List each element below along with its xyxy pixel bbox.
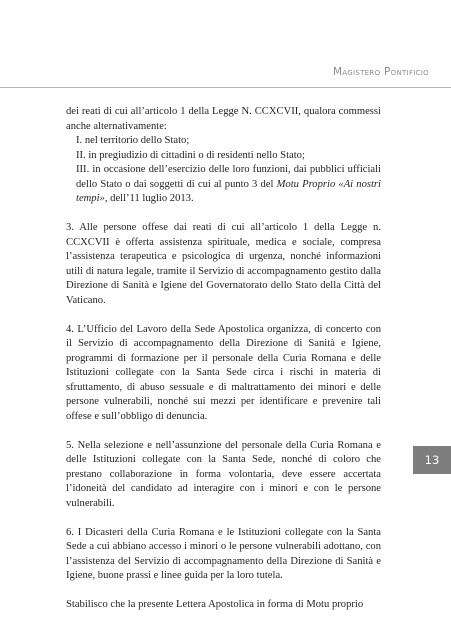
list-item-3 <box>66 163 381 207</box>
paragraph-3: 3. Alle persone offese dai reati di cui all’articolo 1 della Legge n. CCXCVII è offerta assistenza spirituale, medica e sociale, compresa l’assistenza terapeutica e psicologica di urgenza, nonché informazioni utili di natura legale, tramite il Servizio di accompagnamento gestito dalla Direzione di Sanità e Igiene del Governatorato dello Stato della Città del Vaticano. <box>66 222 381 306</box>
header-divider <box>0 87 451 88</box>
paragraph-5: 5. Nella selezione e nell’assunzione del personale della Curia Romana e delle Istituzioni collegate con la Santa Sede, nonché di coloro che prestano collaborazione in forma volontaria, deve essere accertata l’idoneità del candidato ad interagire con i minori e con le persone vulnerabili. <box>66 439 381 509</box>
running-header-title: Magistero Pontificio <box>332 66 429 78</box>
intro-block <box>66 105 381 207</box>
paragraph-6: 6. I Dicasteri della Curia Romana e le Istituzioni collegate con la Santa Sede a cui abbiano accesso i minori o le persone vulnerabili adottano, con l’assistenza del Servizio di accompagnamento della Direzione di Sanità e Igiene, buone prassi e linee guida per la loro tutela. <box>66 526 381 581</box>
document-body <box>66 105 381 627</box>
motu-proprio-title: Motu Proprio «Ai nostri tempi» <box>76 178 381 204</box>
page-number-tab: 13 <box>413 446 451 474</box>
list-item-2: II. in pregiudizio di cittadini o di residenti nello Stato; <box>76 149 305 161</box>
list-item-3-text-before: III. in occasione dell’esercizio delle loro funzioni, dai pubblici ufficiali dello Stato o dai soggetti di cui al punto 3 del <box>76 164 381 190</box>
intro-text: dei reati di cui all’articolo 1 della Legge N. CCXCVII, qualora commessi anche alternativamente: <box>66 106 381 132</box>
list-item-3-text-after: , dell’11 luglio 2013. <box>104 193 194 204</box>
list-item-1: I. nel territorio dello Stato; <box>76 135 190 146</box>
closing-paragraph: Stabilisco che la presente Lettera Apostolica in forma di Motu proprio <box>66 599 364 610</box>
paragraph-4: 4. L’Ufficio del Lavoro della Sede Apostolica organizza, di concerto con il Servizio di accompagnamento della Direzione di Sanità e Igiene, programmi di formazione per il personale della Curia Romana e delle Istituzioni collegate con la Santa Sede circa i rischi in materia di sfruttamento, di abuso sessuale e di maltrattamento dei minori e delle persone vulnerabili, nonché sui mezzi per identificare e prevenire tali offese e sull’obbligo di denuncia. <box>66 323 381 422</box>
